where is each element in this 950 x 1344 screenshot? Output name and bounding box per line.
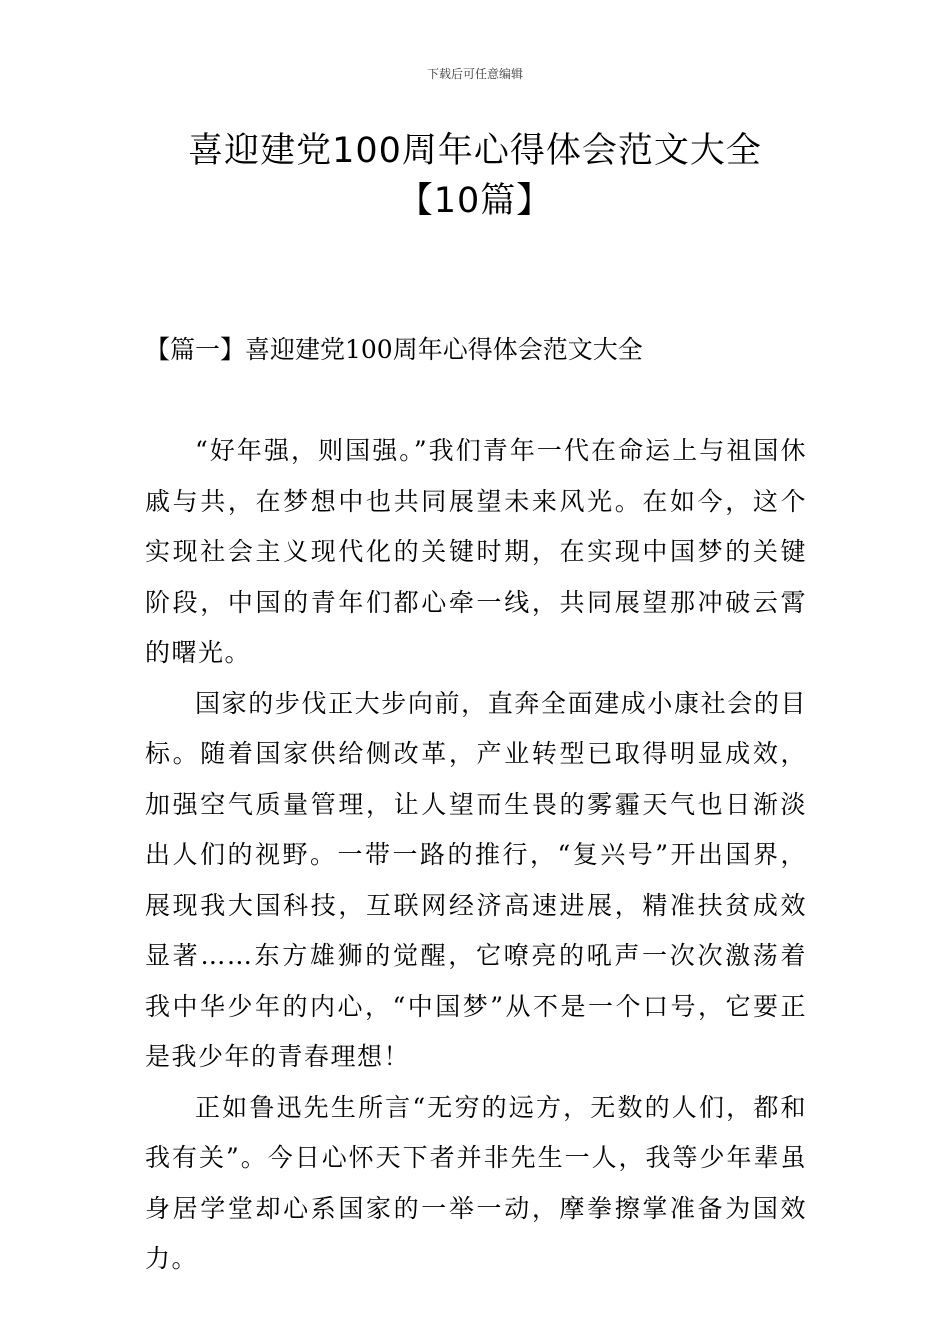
document-title: 喜迎建党100周年心得体会范文大全【10篇】	[188, 131, 762, 221]
paragraph-1: “好年强，则国强。”我们青年一代在命运上与祖国休戚与共，在梦想中也共同展望未来风光。在如今，这个实现社会主义现代化的关键时期，在实现中国梦的关键阶段，中国的青年们都心牵一线，共同展望那冲破云霄的曙光。	[145, 436, 807, 667]
paragraph-3: 正如鲁迅先生所言“无穷的远方，无数的人们，都和我有关”。今日心怀天下者并非先生一人，我等少年辈虽身居学堂却心系国家的一举一动，摩拳擦掌准备为国效力。	[145, 1092, 807, 1273]
section-heading: 【篇一】喜迎建党100周年心得体会范文大全	[145, 335, 643, 364]
header-note: 下载后可任意编辑	[426, 67, 523, 81]
body-text	[145, 426, 807, 1285]
paragraph-2: 国家的步伐正大步向前，直奔全面建成小康社会的目标。随着国家供给侧改革，产业转型已取得明显成效，加强空气质量管理，让人望而生畏的雾霾天气也日渐淡出人们的视野。一带一路的推行，“复兴号”开出国界，展现我大国科技，互联网经济高速进展，精准扶贫成效显著……东方雄狮的觉醒，它嘹亮的吼声一次次激荡着我中华少年的内心，“中国梦”从不是一个口号，它要正是我少年的青春理想！	[145, 688, 807, 1071]
